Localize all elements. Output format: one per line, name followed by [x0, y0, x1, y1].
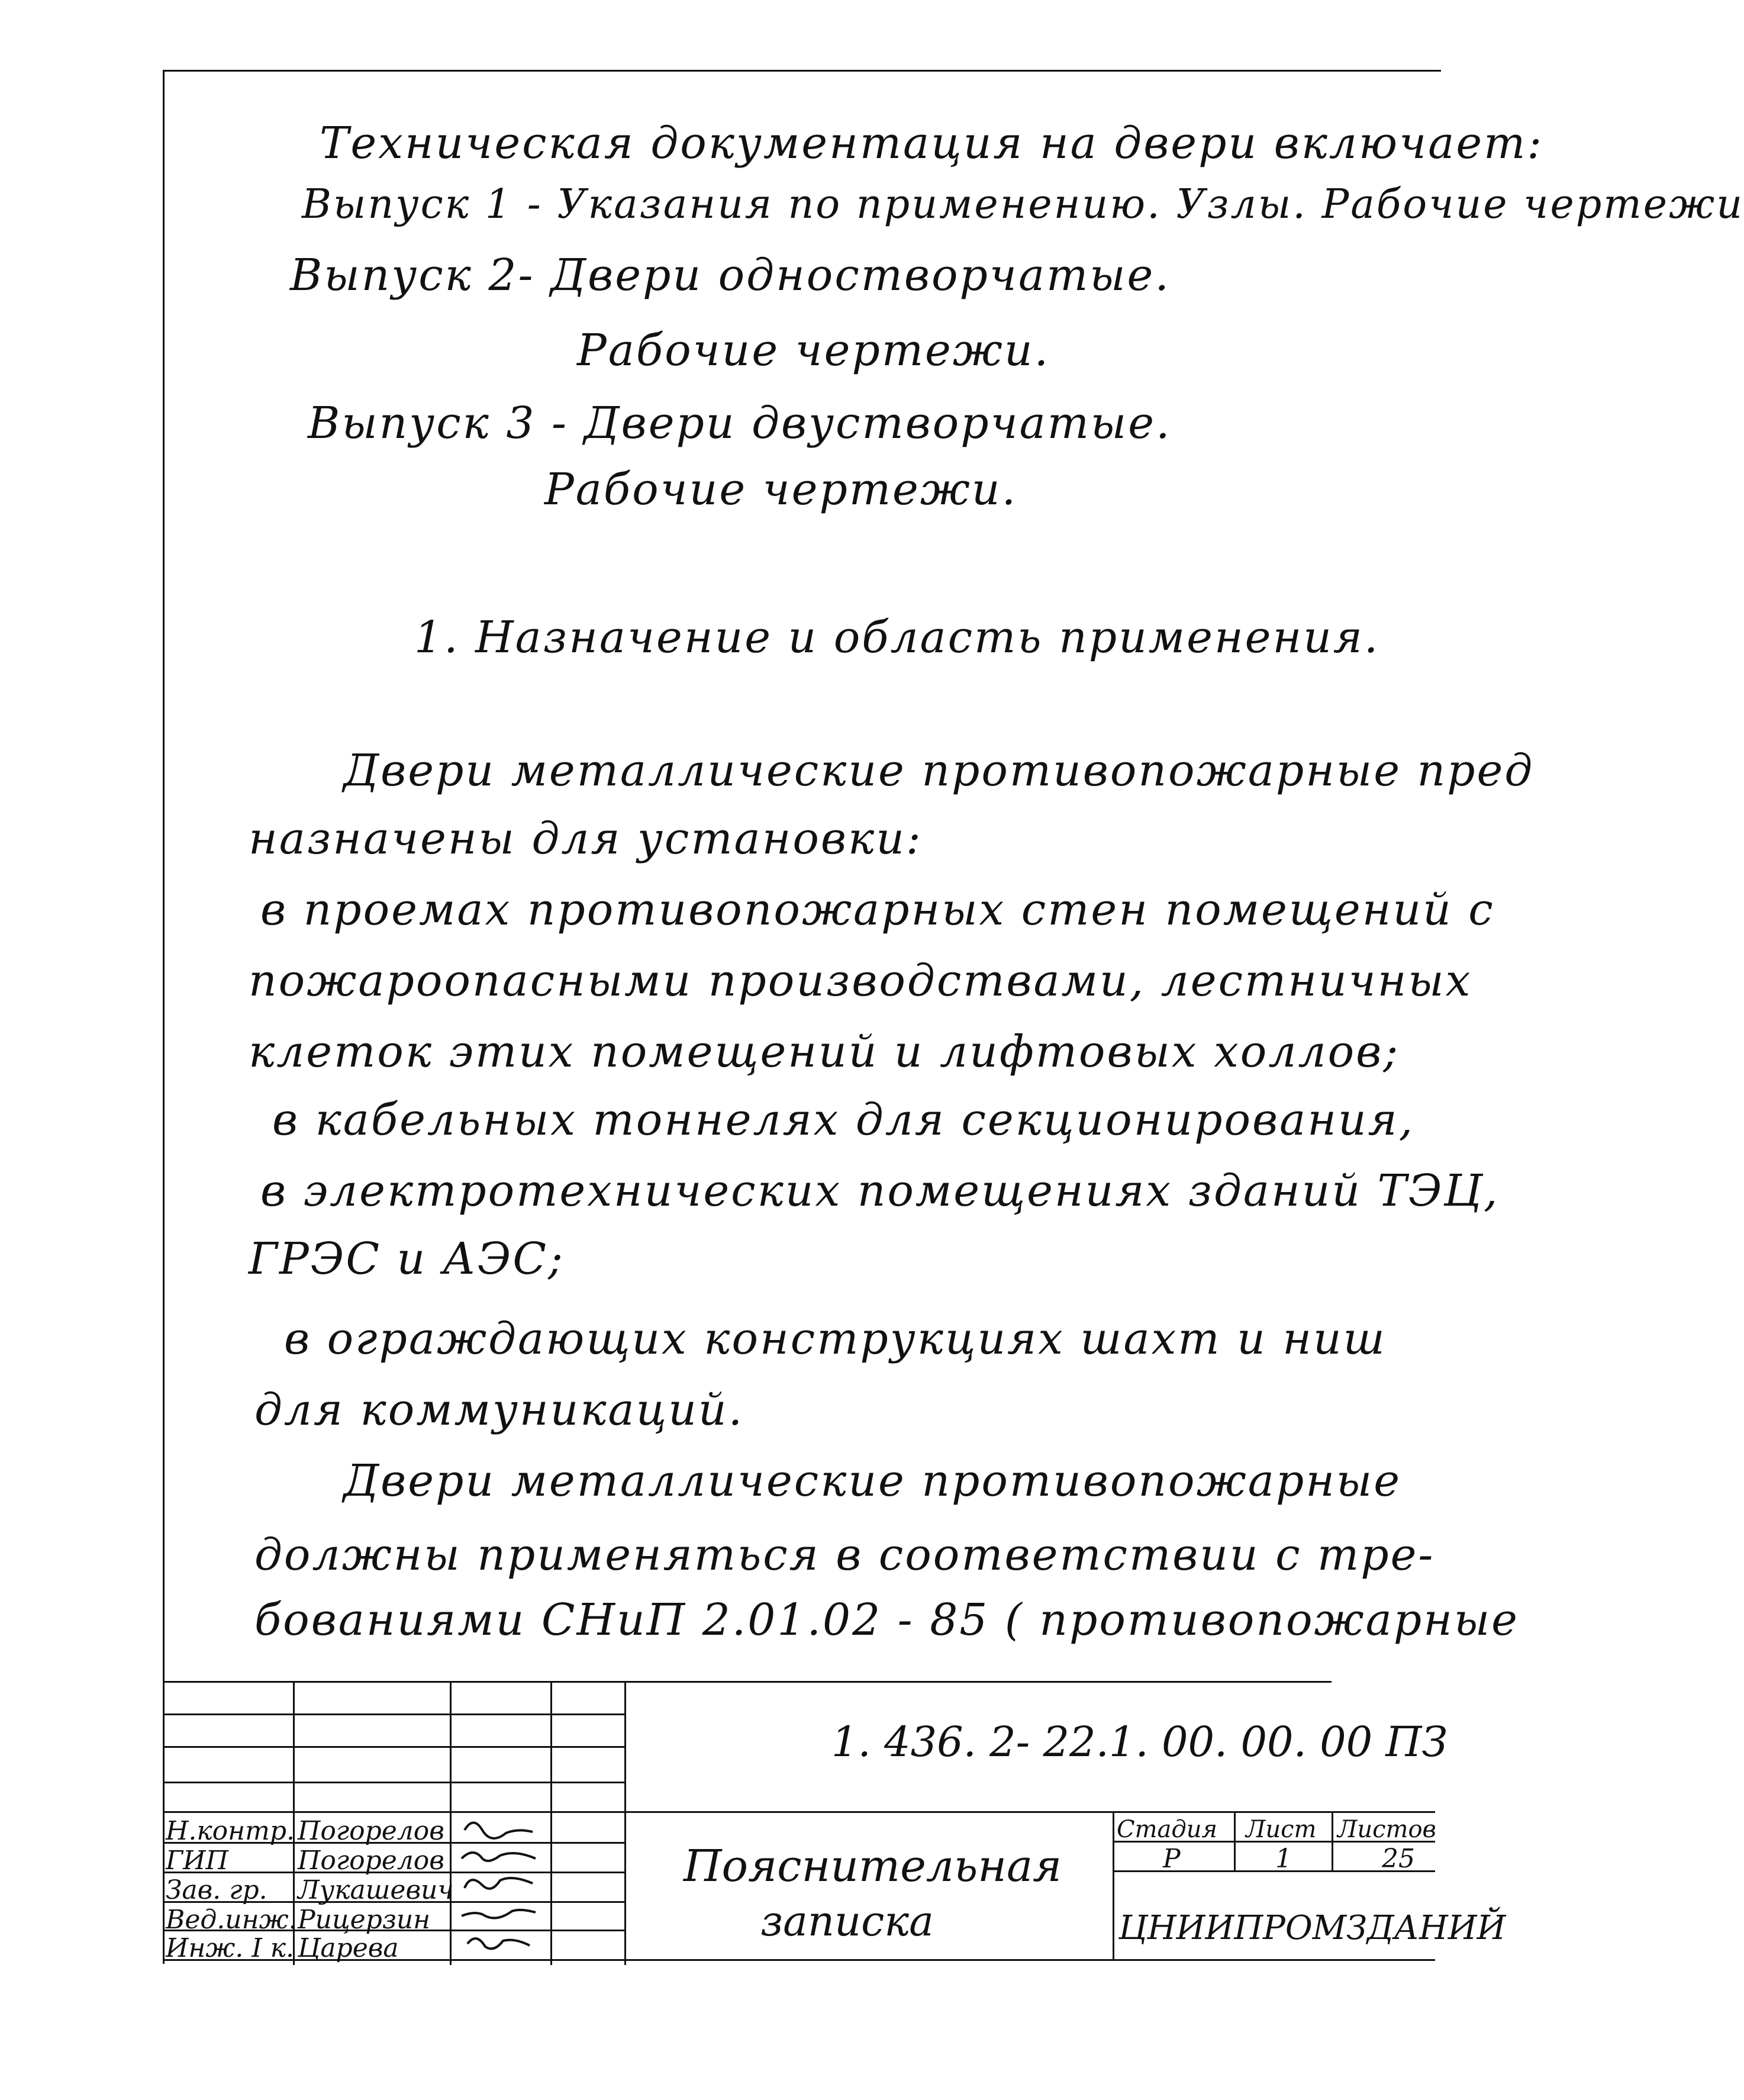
frame-left-border [163, 70, 165, 1964]
role-row-1: Н.контр. [166, 1816, 295, 1846]
text-line-20: бованиями СНиП 2.01.02 - 85 ( противопожарные [254, 1595, 1519, 1645]
name-row-3: Лукашевич [298, 1875, 454, 1905]
document-title-line-1: Пояснительная [684, 1841, 1062, 1892]
role-row-2: ГИП [166, 1845, 228, 1876]
sheet-label: Лист [1246, 1816, 1317, 1843]
text-line-19: должны применяться в соответствии с тре- [254, 1529, 1435, 1580]
document-code: 1. 436. 2- 22.1. 00. 00. 00 ПЗ [831, 1718, 1448, 1766]
role-row-3: Зав. гр. [166, 1875, 267, 1905]
signatures [453, 1812, 547, 1959]
text-line-14: в электротехнических помещениях зданий ТЭЦ, [260, 1165, 1500, 1216]
name-row-4: Рицерзин [298, 1905, 431, 1935]
name-row-2: Погорелов [298, 1845, 444, 1876]
text-line-18: Двери металлические противопожарные [343, 1455, 1401, 1506]
name-row-1: Погорелов [298, 1816, 444, 1846]
text-line-3: Выпуск 2- Двери одностворчатые. [290, 250, 1171, 301]
text-line-9: назначены для установки: [249, 813, 923, 864]
stage-label: Стадия [1117, 1816, 1217, 1843]
text-line-12: клеток этих помещений и лифтовых холлов; [249, 1026, 1400, 1077]
title-block [163, 1681, 1506, 1965]
text-line-2: Выпуск 1 - Указания по применению. Узлы. Рабочие чертежи [302, 181, 1744, 228]
text-line-17: для коммуникаций. [254, 1384, 744, 1435]
name-row-5: Царева [298, 1933, 399, 1963]
section-heading: 1. Назначение и область применения. [414, 612, 1380, 663]
text-line-5: Выпуск 3 - Двери двустворчатые. [308, 398, 1172, 449]
text-line-15: ГРЭС и АЭС; [249, 1233, 565, 1284]
document-title-line-2: записка [760, 1897, 934, 1946]
text-line-6: Рабочие чертежи. [544, 464, 1018, 515]
sheets-value: 25 [1382, 1844, 1415, 1874]
role-row-4: Вед.инж. [166, 1905, 297, 1935]
organization-name: ЦНИИПРОМЗДАНИЙ [1118, 1909, 1506, 1947]
text-line-11: пожароопасными производствами, лестничных [249, 955, 1472, 1006]
text-line-8: Двери металлические противопожарные пред [343, 745, 1535, 796]
stage-value: Р [1163, 1844, 1181, 1874]
frame-top-border [163, 70, 1441, 72]
text-line-10: в проемах противопожарных стен помещений с [260, 884, 1495, 935]
sheet-value: 1 [1275, 1844, 1292, 1874]
text-line-1: Техническая документация на двери включает: [320, 118, 1544, 169]
text-line-16: в ограждающих конструкциях шахт и ниш [284, 1313, 1387, 1364]
text-line-4: Рабочие чертежи. [577, 325, 1050, 376]
text-line-13: в кабельных тоннелях для секционирования, [272, 1094, 1415, 1145]
sheets-label: Листов [1337, 1816, 1436, 1843]
role-row-5: Инж. I к. [166, 1933, 294, 1963]
